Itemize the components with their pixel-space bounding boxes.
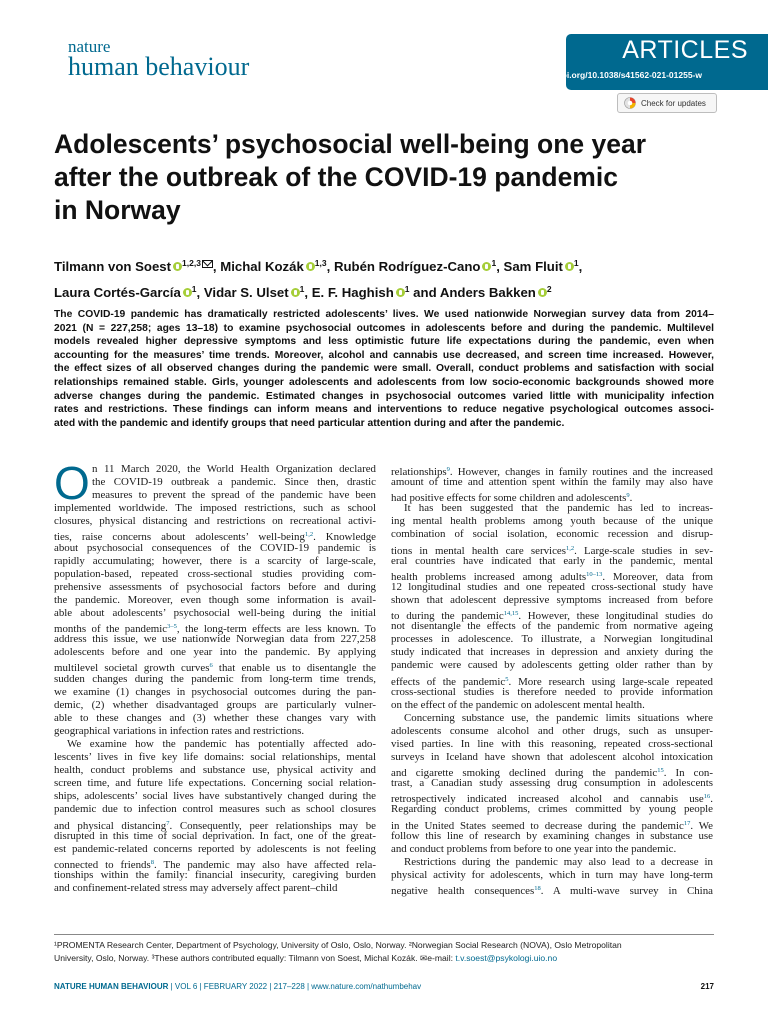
body-line: about psychosocial consequences of the COVID-19 pandemic is [54,541,376,554]
author-affiliation: 1 [404,284,410,294]
orcid-icon[interactable] [538,288,547,297]
abstract [54,308,714,430]
body-line: tionships within the family: financial insecurity, caregiving burden [54,868,376,881]
abstract-line: The COVID-19 pandemic has dramatically restricted adolescents’ lives. We used nationwide Norwegian survey data from 2014– [54,309,714,320]
body-line: combination of social isolation, economic recession and disrup- [391,528,713,541]
footnote-line [54,952,714,965]
journal-logo[interactable] [68,38,249,80]
body-column-right [391,463,713,895]
abstract-line: adverse changes during the pandemic. Estimated changes in psychosocial outcomes varied little with municipality infection [54,390,714,402]
abstract-line: ated with the pandemic and identify groups that need particular attention during and after the pandemic. [54,417,565,429]
body-line: not disentangle the effects of the pandemic from normative ageing [391,620,713,633]
author-affiliation: 1 [573,258,579,268]
body-line: health problems increased among adults$^{10-13}$. Moreover, data from [391,570,713,583]
body-line: health, conduct problems and substance use, physical activity and [54,764,376,777]
orcid-icon[interactable] [482,262,491,271]
article-title [54,128,714,227]
footer-details[interactable]: | VOL 6 | FEBRUARY 2022 | 217–228 | www.nature.com/nathumbehav [168,982,422,991]
body-line: 12 longitudinal studies and one repeated cross-sectional study have [391,580,713,593]
citation-link[interactable]: 10–13 [586,570,603,578]
body-line: months of the pandemic$^{3-5}$, the long-term effects are less known. To [54,623,376,636]
title-line: Adolescents’ psychosocial well-being one year [54,129,647,159]
body-line: ties, raise concerns about adolescents’ well-being$^{1,2}$. Knowledge [54,531,376,544]
citation-link[interactable]: 7 [166,819,170,827]
author-affiliation: 2 [546,284,552,294]
body-line: geographical variations in infection rates and restrictions. [54,724,305,737]
abstract-line: models revealed higher depressive symptoms and less optimistic future life expectations during the pandemic, even when [54,336,714,348]
body-line: negative health consequences$^{18}$. A multi-wave survey in China [391,885,713,897]
body-line: lescents’ lives in five key life domains: social relationships, mental [54,751,376,764]
body-line: prehensive assessments of psychosocial factors before and during [54,580,376,593]
body-line: and conduct problems from before to one year into the pandemic. [391,842,677,855]
orcid-icon[interactable] [173,262,182,271]
author-name[interactable]: Laura Cortés-García [54,285,181,300]
page-number: 217 [700,982,714,991]
body-line: implemented worldwide. The imposed restrictions, such as school [54,502,376,515]
body-line: effects of the pandemic$^5$. More research using large-scale repeated [391,675,713,688]
abstract-line: rates and restrictions. These findings can inform means and interventions to reduce negative psychological outcomes associ- [54,404,714,416]
author-name[interactable]: Sam Fluit [503,259,563,274]
body-line: amount of time and attention spent within the family may also have [391,476,713,489]
body-line: study indicated that increases in depression and anxiety during the [391,646,713,659]
body-line: screen time, and future life expectations. Concerning social relation- [54,777,376,790]
journal-logo-title: human behaviour [68,52,250,81]
abstract-line: accounting for the measures’ time trends. Moreover, alcohol and cannabis use decreased, and screen time increased. However, [54,349,714,361]
body-line: ships, adolescents’ social lives have substantively changed during the [54,790,376,803]
author-affiliation: 1,3 [314,258,327,268]
crossmark-icon [624,97,636,109]
body-line: follow this line of research by examining changes in substance use [391,829,713,842]
body-line: vised parties. In line with this reasoning, repeated cross-sectional [391,737,713,750]
author-affiliation: 1 [491,258,497,268]
author-name[interactable]: Rubén Rodríguez-Cano [333,259,481,274]
body-line: able to these changes and (3) whether these changes vary with [54,711,376,724]
body-line: tions in mental health care services$^{1,2}$. Large-scale studies in sev- [391,544,713,557]
orcid-icon[interactable] [291,288,300,297]
author-name[interactable]: Michal Kozák [220,259,304,274]
body-line: surveys in Iceland have shown that adolescent alcohol intoxication [391,751,713,764]
body-line: pandemic due to infection control measures such as school closures [54,803,376,816]
body-line: we examine (1) changes in psychosocial outcomes during the pan- [54,685,376,698]
check-for-updates-label: Check for updates [641,98,706,108]
body-line: and confinement-related stress may adversely affect parent–child [54,882,338,894]
body-line: rapidly accumulating; however, there is a scarcity of large-scale, [54,554,376,567]
citation-link[interactable]: 14,15 [503,610,519,618]
citation-link[interactable]: 3–5 [167,623,177,631]
title-line: after the outbreak of the COVID-19 pandemic [54,162,618,192]
footnote-divider [54,934,714,935]
body-line: trast, a Canadian study assessing drug consumption in adolescents [391,777,713,790]
body-line: the COVID-19 outbreak a pandemic. Since then, drastic [92,476,376,489]
doi-link[interactable]: https://doi.org/10.1038/s41562-021-01255-w [528,70,702,80]
body-line: the pandemic. Moreover, even though some information is avail- [54,593,376,606]
citation-link[interactable]: 9 [626,492,630,500]
body-line: and physical distancing$^7$. Consequently, peer relationships may be [54,819,376,832]
title-line: in Norway [54,195,181,225]
mail-icon[interactable] [202,260,213,268]
body-line: shown that adolescent depressive symptoms increased from before [391,593,713,606]
body-line: adolescents before and one year into the pandemic. By applying [54,646,376,659]
body-line: est pandemic-related concerns reported by adolescents is not feeling [54,842,376,855]
body-line: processes in adolescence. To illustrate, a Norwegian longitudinal [391,633,713,646]
author-affiliation: 1 [299,284,305,294]
author-line: Tilmann von Soest $^{1,2,3}$ , Michal Kozák $^{1,3}$, Rubén Rodríguez-Cano $^1$, Sam Fluit $^1$, [54,258,583,274]
drop-cap: O [54,457,90,509]
citation-link[interactable]: 5 [505,675,509,683]
body-line: connected to friends$^8$. The pandemic may also have affected rela- [54,858,376,871]
body-line: multilevel societal growth curves$^6$ that enable us to disentangle the [54,662,376,675]
affiliations-footnote [54,939,714,964]
orcid-icon[interactable] [306,262,315,271]
body-line: physical activity for adolescents, which in turn may have long-term [391,868,713,881]
section-banner [528,34,768,90]
citation-link[interactable]: 18 [534,885,541,892]
page-footer [54,982,714,991]
body-line: demic, (2) whether disadvantaged groups are particularly vulner- [54,698,376,711]
orcid-icon[interactable] [396,288,405,297]
author-name[interactable]: Anders Bakken [439,285,536,300]
body-line: Regarding conduct problems, crimes committed by young people [391,803,713,816]
body-line: cross-sectional studies is therefore needed to provide information [391,685,713,698]
body-line: ing mental health problems among youth because of the unique [391,515,713,528]
abstract-line: the effect sizes of all observed changes during the pandemic were small. Overall, conduct problems and satisfaction with social [54,363,714,375]
body-line: eral countries have indicated that early in the pandemic, mental [391,554,713,567]
citation-link[interactable]: 17 [683,819,691,827]
check-for-updates-button[interactable] [617,93,717,113]
body-line: sudden changes during the pandemic from long-term time trends, [54,672,376,685]
journal-logo-nature: nature [68,37,111,56]
abstract-line: 2021 (N = 227,258; ages 13–18) to examine psychosocial outcomes in adolescents before and during the pandemic. Multilevel [54,322,714,334]
citation-link[interactable]: 1,2 [565,544,575,552]
citation-link[interactable]: 15 [657,767,664,775]
orcid-icon[interactable] [183,288,192,297]
author-list [54,252,714,304]
citation-link[interactable]: 1,2 [304,531,314,539]
citation-link[interactable]: 16 [703,793,711,801]
body-line: on the effect of the pandemic on adolescent mental health. [391,698,645,711]
orcid-icon[interactable] [565,262,574,271]
body-column-left [54,457,376,895]
author-affiliation: 1 [191,284,197,294]
body-line: pandemic were caused by adolescents getting older rather than by [391,659,713,672]
author-name[interactable]: E. F. Haghish [311,285,394,300]
citation-link[interactable]: 6 [209,662,213,670]
body-line: had positive effects for some children and adolescents$^9$. [391,492,633,505]
body-line: able about adolescents’ psychosocial well-being during the initial [54,607,376,620]
email-link[interactable]: t.v.soest@psykologi.uio.no [455,952,558,963]
body-line: address this issue, we use nationwide Norwegian data from 227,258 [54,633,376,646]
author-affiliation: 1,2,3 [182,258,201,268]
footnote-text: University, Oslo, Norway. ³These authors contributed equally: Tilmann von Soest, Michal Kozák. ✉e-mail: [54,952,456,963]
body-line: We examine how the pandemic has potentially affected ado- [67,737,376,750]
body-line: closures, physical distancing and restrictions on recreational activi- [54,515,376,528]
author-name[interactable]: Tilmann von Soest [54,259,172,274]
body-line: adolescents consume alcohol and other drugs, such as unsuper- [391,724,713,737]
body-line: population-based, repeated cross-sectional studies providing com- [54,567,376,580]
body-line: It has been suggested that the pandemic has led to increas- [404,502,713,515]
abstract-line: relationships remained stable. Girls, younger adolescents and adolescents from low socio-economic backgrounds showed more [54,376,714,388]
citation-link[interactable]: 8 [150,858,154,866]
section-label: ARTICLES [622,36,748,64]
body-line: Restrictions during the pandemic may also lead to a decrease in [404,855,713,868]
body-line: relationships$^9$. However, changes in family routines and the increased [391,466,713,478]
body-line: in the United States seemed to decrease during the pandemic$^{17}$. We [391,819,713,832]
body-line: n 11 March 2020, the World Health Organization declared [92,463,376,475]
body-line: Concerning substance use, the pandemic limits situations where [404,711,713,724]
footnote-line: ¹PROMENTA Research Center, Department of Psychology, University of Oslo, Oslo, Norway. ²Norwegian Social Research (NOVA), Oslo Metropolitan [54,940,622,950]
body-line: retrospectively indicated increased alcohol and cannabis use$^{16}$. [391,793,713,806]
body-line: to during the pandemic$^{14,15}$. However, these longitudinal studies do [391,610,713,623]
author-name[interactable]: Vidar S. Ulset [203,285,289,300]
author-line: Laura Cortés-García $^1$, Vidar S. Ulset $^1$, E. F. Haghish $^1$ and Anders Bakken $^2$ [54,284,552,300]
footer-journal: NATURE HUMAN BEHAVIOUR [54,982,169,991]
body-line: measures to prevent the spread of the pandemic have been [92,489,376,502]
body-line: and cigarette smoking declined during the pandemic$^{15}$. In con- [391,767,713,780]
citation-link[interactable]: 9 [446,466,450,473]
body-line: disrupted in this time of social deprivation. In fact, one of the great- [54,829,376,842]
